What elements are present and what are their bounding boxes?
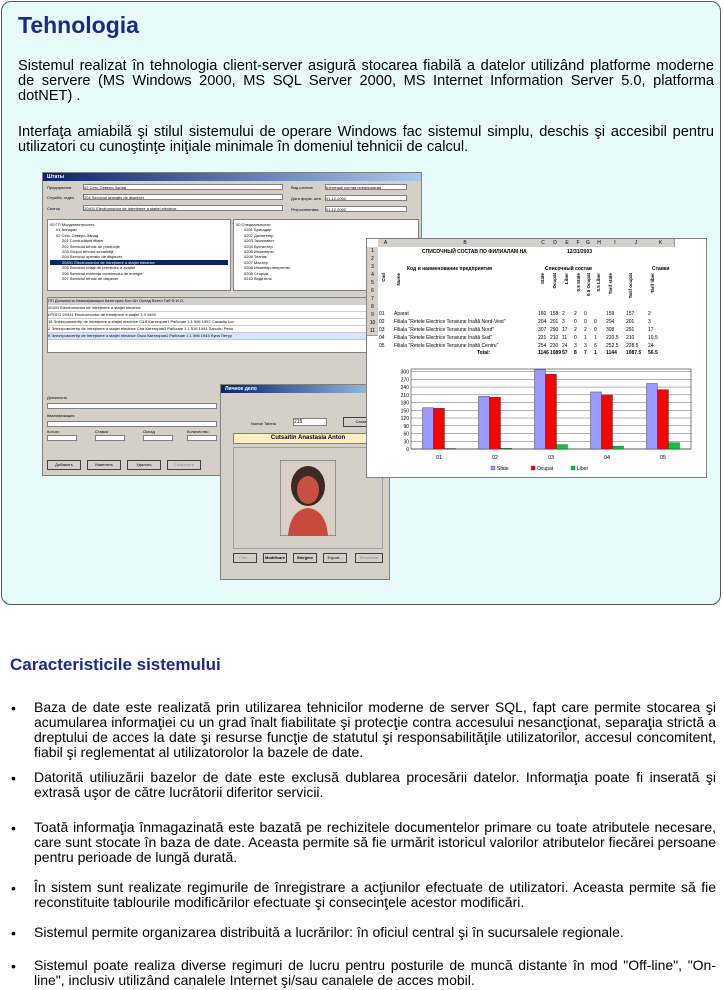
tree-node-right: 0203 Экономист (244, 238, 275, 244)
person-window (220, 384, 390, 580)
tree-node-right: 0205 Инженеры (244, 249, 274, 255)
row-number: 3 (367, 263, 378, 272)
foto-button[interactable]: Foto... (233, 553, 257, 563)
tree-node-left: 201 Conducătorii filialei (62, 238, 104, 244)
sheet-cell: 159 (606, 311, 615, 317)
bullet-text: Datorită utiliuzării bazelor de date este exclusă dublarea procesării datelor. Informaţia poate fi inserată şi extrasă uşor de către lucrătorii diferitor servicii. (34, 769, 716, 800)
sheet-cell: 290 (550, 327, 559, 333)
bullet-text: Sistemul permite organizarea distribuită a lucrărilor: în oficiul central şi în sucursalele regionale. (34, 924, 624, 940)
total-cell: 57 (562, 350, 568, 356)
column-letter: H (593, 239, 606, 247)
add-button[interactable]: Добавить (47, 460, 81, 470)
legend-swatch (531, 466, 535, 470)
sheet-cell: 0 (574, 319, 577, 325)
cauta-button[interactable]: Cauta (343, 417, 379, 427)
sheet-cell: 254 (538, 343, 547, 349)
column-letter: D (549, 239, 562, 247)
column-letter: K (647, 239, 675, 247)
vertical-header: 0.5 State (576, 273, 581, 292)
bullet-marker: • (11, 925, 16, 941)
tree-node-left: 205 Serviciul relaţii de prevenire a avariei (62, 265, 136, 271)
tree-node-right: 0201 Бригадир (244, 227, 272, 233)
sheet-cell: 1 (594, 335, 597, 341)
label-pred: Предприятие (47, 185, 72, 190)
legend-swatch (571, 466, 575, 470)
bullet-text: În sistem sunt realizate regimurile de înregistrare a acţiunilor efectuate de utilizatori. Aceasta permite să fie reconstituite tablourile modificărilor efectuate şi consecinţele acestor modificări. (34, 879, 716, 910)
stergere-button[interactable]: Stergere (293, 553, 317, 563)
sheet-cell: 307 (538, 327, 547, 333)
sheet-cell: 0 (594, 319, 597, 325)
staff-grid[interactable] (47, 297, 419, 353)
column-letter: C (537, 239, 550, 247)
sheet-cell: 291 (626, 327, 635, 333)
excel-sheet (366, 238, 707, 478)
tree-node-right: 0210 Водитель (244, 276, 272, 282)
sheet-cell: 230 (550, 343, 559, 349)
kolichestvo-field[interactable] (187, 435, 217, 441)
sheet-cell: 2 (648, 311, 651, 317)
sheet-cell: 3 (574, 343, 577, 349)
label-kvalif: Квалификация (47, 413, 75, 418)
department-tree[interactable] (47, 219, 231, 291)
y-tick-label: 150 (400, 408, 409, 415)
oklad-field[interactable] (143, 435, 173, 441)
vertical-header: Cod (381, 273, 386, 282)
grid-row[interactable]: 20431 Electromontor de întreţinere a staţiei electrice (48, 305, 418, 312)
sheet-cell: 2 (574, 327, 577, 333)
vertical-header: Tarif ocupat (628, 273, 633, 299)
tehnologia-paragraph-2: Interfaţa amiabilă şi stilul sistemului de operare Windows fac sistemul simplu, deschis şi accesibil pentru utilizatori cu cunoştinţe iniţiale minimale în domeniul tehnicii de calcul. (18, 124, 714, 155)
sheet-cell: 158 (550, 311, 559, 317)
x-tick-label: 04 (603, 455, 611, 461)
sheet-cell: 308 (606, 327, 615, 333)
label-retro: Ретроспектива (291, 207, 319, 212)
total-cell: 7 (584, 350, 587, 356)
column-letter: E (561, 239, 574, 247)
kvalif-field[interactable] (47, 421, 217, 427)
sheet-cell: 0 (574, 335, 577, 341)
vid-select[interactable]: Штатный состав предприятия (325, 184, 407, 190)
tree-node-left: 02 Сеть Северо-Запад (56, 232, 99, 238)
renuntare-button[interactable]: Renuntare (355, 553, 383, 563)
legend-label: Liber (577, 466, 589, 472)
bar-ocupat (602, 395, 613, 449)
retro-select[interactable]: 01.12.2002 (325, 206, 407, 212)
column-letter: A (378, 239, 394, 247)
numar-tabela-label: Numar Tabela (251, 421, 276, 426)
row-number: 7 (367, 295, 378, 304)
tree-node-right: 0207 Мастер (244, 259, 268, 265)
person-window-titlebar: Личное дело (221, 385, 389, 393)
sheet-cell: 157 (626, 311, 635, 317)
row-number: 9 (367, 311, 378, 320)
bullet-text: Baza de date este realizată prin utilizarea tehnicilor moderne de server SQL, fapt care permite stocarea şi acumularea informaţiei cu un grad înalt fiabilitate şi protecţie contra accesului nesancţionat, separaţia strictă a dreptului de acces la date şi resurse funcţie de statutul şi responsabilităţile utilizatorilor, accesul concomitent, fiabil şi reglementat al utilizatorolor la bazele de date. (34, 699, 716, 760)
bar-liber (557, 445, 568, 449)
sheet-cell: 210 (550, 335, 559, 341)
sheet-cell: 0 (584, 319, 587, 325)
sheet-cell: 3 (648, 319, 651, 325)
tehnologia-panel (1, 1, 721, 605)
bar-chart (381, 365, 701, 473)
vertical-header: 0.5 Liber (596, 273, 601, 292)
sheet-cell: 2 (584, 327, 587, 333)
dolzhnost-field[interactable] (47, 403, 217, 409)
tehnologia-title: Tehnologia (18, 12, 139, 38)
y-tick-label: 300 (400, 369, 409, 376)
y-tick-label: 0 (406, 447, 409, 453)
sheet-cell: 220.5 (606, 335, 619, 341)
tree-node-left: 206 Serviciul evidenţa consumului de energie (62, 270, 143, 276)
vertical-header: Tarif liber (650, 273, 655, 294)
column-letter: J (625, 239, 648, 247)
bullet-marker: • (11, 820, 16, 836)
bar-liber (501, 448, 512, 449)
grid-row[interactable]: ИТОГО 20431 Electromontor de întreţinere a staţiei 3 3 1690 (48, 312, 418, 319)
label-sluzhba: Служба, отдел (47, 195, 75, 200)
bullet-marker: • (11, 880, 16, 896)
vertical-header: State (540, 273, 545, 285)
x-tick-label: 03 (547, 455, 555, 461)
tehnologia-paragraph-1: Sistemul realizat în tehnologia client-server asigură stocarea fiabilă a datelor utilizând platforme moderne de servere (MS Windows 2000, MS SQL Server 2000, MS Internet Information Server 5.0, platforma dotNET) . (18, 58, 714, 104)
tree-node-left: 202 Serviciul tehnic de producţie (62, 243, 120, 249)
tree-node-left: 01 Аппарат (56, 227, 77, 233)
sheet-cell: 204 (538, 319, 547, 325)
tree-node-left: 00 ГП Молдэлектросеть (50, 222, 95, 227)
sheet-cell: 0 (584, 311, 587, 317)
grid-header: ПП Должность Квалификация Категория Кол Шт Оклад Всего Таб Ф.И.О. (48, 298, 418, 305)
bar-state (535, 370, 546, 449)
bullet-marker: • (11, 770, 16, 786)
sheet-cell: Aparat (394, 311, 409, 317)
tree-node-left: 207 Serviciul tehnic de dispecer (62, 276, 119, 282)
sheet-cell: 252.5 (606, 343, 619, 349)
y-tick-label: 30 (403, 439, 409, 446)
sheet-title: СПИСОЧНЫЙ СОСТАВ ПО ФИЛИАЛАМ НА (422, 249, 527, 255)
column-letter: F (573, 239, 584, 247)
tree-node-right: 00 Специальности (236, 222, 271, 227)
label-kol: Кол-во (47, 429, 60, 434)
bar-ocupat (434, 408, 445, 449)
x-tick-label: 02 (491, 455, 499, 461)
stavka-field[interactable] (95, 435, 125, 441)
label-kolichestvo: Количество (187, 429, 209, 434)
sektor-field[interactable]: 20401 Electromontor de intreţinere a staţiei electrice (83, 205, 283, 211)
sheet-cell: Filiala "Retele Electrice Tensiune Inaltă Nord-Vest" (394, 319, 506, 325)
total-cell: 1144 (606, 350, 617, 356)
row-number: 4 (367, 271, 378, 280)
sheet-cell: 11 (562, 335, 568, 341)
row-number: 6 (367, 287, 378, 296)
data-select[interactable]: 01.12.2002 (325, 195, 407, 201)
sheet-cell: 17 (562, 327, 568, 333)
sheet-cell: 10.5 (648, 335, 658, 341)
total-label: Total: (477, 350, 491, 356)
tree-node-right: 0209 Сторож (244, 270, 268, 276)
y-tick-label: 180 (400, 400, 409, 407)
modificare-button[interactable]: Modificare (263, 553, 287, 563)
hdr-spisok: Списочный состав (545, 266, 592, 272)
sheet-cell: 160 (538, 311, 547, 317)
sheet-cell: 04 (379, 335, 385, 341)
vertical-header: Ocupat (552, 273, 557, 289)
sheet-cell: 24 (648, 343, 654, 349)
bar-liber (445, 448, 456, 449)
legend-label: State (497, 466, 509, 472)
bullet-text: Toată informaţia înmagazinată este bazată pe rechizitele documentelor primare cu toate atributele necesare, care sunt stocate în baza de date. Aceasta permite să fie urmărit istoricul valorilor atributelor fiecărei persoane pentru perioade de lungă durată. (34, 819, 716, 865)
label-stavka: Ставка (95, 429, 109, 434)
caracteristici-title: Caracteristicile sistemului (10, 655, 221, 674)
column-letter: I (605, 239, 626, 247)
x-tick-label: 05 (659, 455, 667, 461)
bar-state (591, 392, 602, 449)
sheet-cell: 201 (550, 319, 559, 325)
y-tick-label: 90 (403, 423, 409, 430)
staff-window-titlebar: Штаты (43, 173, 421, 181)
row-number: 5 (367, 279, 378, 288)
total-cell: 56.5 (648, 350, 658, 356)
bar-liber (669, 443, 680, 449)
total-cell: 1089 (550, 350, 562, 356)
sheet-cell: 201 (626, 319, 635, 325)
numar-tabela-input[interactable]: 215 (293, 418, 327, 426)
sluzhba-field[interactable]: 204 Serviciul operativ de dispecer (83, 194, 283, 200)
row-number: 1 (367, 247, 378, 256)
row-number: 2 (367, 255, 378, 264)
vertical-header: Liber (564, 273, 569, 285)
tree-node-right: 0204 Бухгалтер (244, 243, 273, 249)
sheet-cell: 01 (379, 311, 385, 317)
sheet-cell: Filiala "Retele Electrice Tensiune Inaltă Centru" (394, 343, 499, 349)
bar-state (647, 383, 658, 449)
sheet-cell: 3 (584, 343, 587, 349)
bar-state (479, 396, 490, 449)
y-tick-label: 240 (400, 385, 409, 392)
label-data: Дата форм. шта (291, 196, 321, 201)
vertical-header: Nume (396, 273, 401, 286)
label-sektor: Сектор (47, 206, 61, 211)
bar-state (423, 408, 434, 449)
row-number: 11 (367, 327, 378, 336)
total-cell: 1087.5 (626, 350, 642, 356)
vertical-header: 0.5 Ocupat (586, 273, 591, 297)
photo-frame (233, 447, 383, 549)
label-dolzhnost: Должность (47, 395, 68, 400)
sheet-cell: 2 (574, 311, 577, 317)
sheet-cell: 3 (562, 319, 565, 325)
sheet-cell: 03 (379, 327, 385, 333)
hdr-kod: Код и наименование предприятия (407, 266, 493, 272)
bullet-marker: • (11, 700, 16, 716)
legend-swatch (491, 466, 495, 470)
person-name: Cutsaitin Anastasia Anton (233, 433, 383, 444)
sheet-cell: 221 (538, 335, 547, 341)
sheet-date: 12/31/2003 (567, 249, 593, 255)
sheet-cell: 6 (594, 343, 597, 349)
bar-ocupat (490, 397, 501, 449)
total-cell: 1 (594, 350, 597, 356)
sheet-cell: 228.5 (626, 343, 639, 349)
grid-row[interactable]: 18 Электромонтёр de întreţinere a staţiei electrice C&S Категория1 Рабочие 1 1 596 1957 Cazacliu Ion (48, 319, 418, 326)
tree-node-left: 204 Serviciul operativ de dispecer (62, 254, 123, 260)
bar-liber (613, 446, 624, 449)
sheet-cell: 2 (562, 311, 565, 317)
grid-row[interactable]: 2 Электромонтёр de întreţinere a staţiei electrice Cha Категория1 Рабочие 1 1 516 1944 Sarcutu Petru (48, 326, 418, 333)
person-photo (280, 460, 336, 536)
bar-ocupat (658, 390, 669, 449)
y-tick-label: 60 (403, 431, 409, 438)
sheet-cell: 204 (606, 319, 615, 325)
kol-field[interactable] (47, 435, 77, 441)
sheet-cell: 17 (648, 327, 654, 333)
hdr-stavki: Ставки (652, 266, 670, 272)
edit-button[interactable]: Изменить (87, 460, 121, 470)
bullet-text: Sistemul poate realiza diverse regimuri de lucru pentru posturile de muncă distante în mod "Off-line", "On-line", inclusiv utilizând canalele Internet şi/sau canalele de acces mobil. (34, 957, 716, 988)
export-button[interactable]: Export... (323, 553, 347, 563)
column-letter: G (583, 239, 594, 247)
sheet-cell: Filiala "Retele Electrice Tensiune Inaltă Sud" (394, 335, 493, 341)
y-tick-label: 270 (400, 377, 409, 384)
row-number: 8 (367, 303, 378, 312)
bar-ocupat (546, 374, 557, 449)
sheet-cell: 0 (594, 327, 597, 333)
vertical-header: Tarif state (608, 273, 613, 295)
bullet-marker: • (11, 958, 16, 974)
label-oklad: Оклад (143, 429, 155, 434)
grid-row[interactable]: 9 Электромонтёр de întreţinere a staţiei electrice Oscu Категория1 Рабочие 1 1 598 1943 Лупа Петру (48, 333, 418, 340)
legend-label: Ocupat (537, 466, 554, 472)
sheet-cell: 210 (626, 335, 635, 341)
sheet-cell: 24 (562, 343, 568, 349)
y-tick-label: 210 (400, 392, 409, 399)
pred-field[interactable]: 02 Сеть Северо-Запад (83, 184, 283, 190)
x-tick-label: 01 (435, 455, 443, 461)
column-letter: B (393, 239, 538, 247)
y-tick-label: 120 (400, 416, 409, 423)
tree-node-right: 0202 Диспетчер (244, 232, 274, 238)
tree-node-right: 0208 Инженер-энергетик (244, 265, 290, 271)
sheet-cell: 02 (379, 319, 385, 325)
row-number: 10 (367, 319, 378, 328)
tree-node-left: 203 Grupul tehnicii securităţii (62, 249, 114, 255)
save-button[interactable]: Сохранить (167, 460, 201, 470)
delete-button[interactable]: Удалить (127, 460, 161, 470)
tree-node-right: 0206 Техник (244, 254, 267, 260)
sheet-cell: 1 (584, 335, 587, 341)
sheet-cell: 05 (379, 343, 385, 349)
label-vid: Вид штатов (291, 185, 313, 190)
total-cell: 8 (574, 350, 577, 356)
total-cell: 1146 (538, 350, 549, 356)
tree-node-left: 20401 Electromontor de întreţinere a staţiei electrice (50, 260, 228, 265)
sheet-cell: Filiala "Retele Electrice Tensiune Inaltă Nord" (394, 327, 495, 333)
